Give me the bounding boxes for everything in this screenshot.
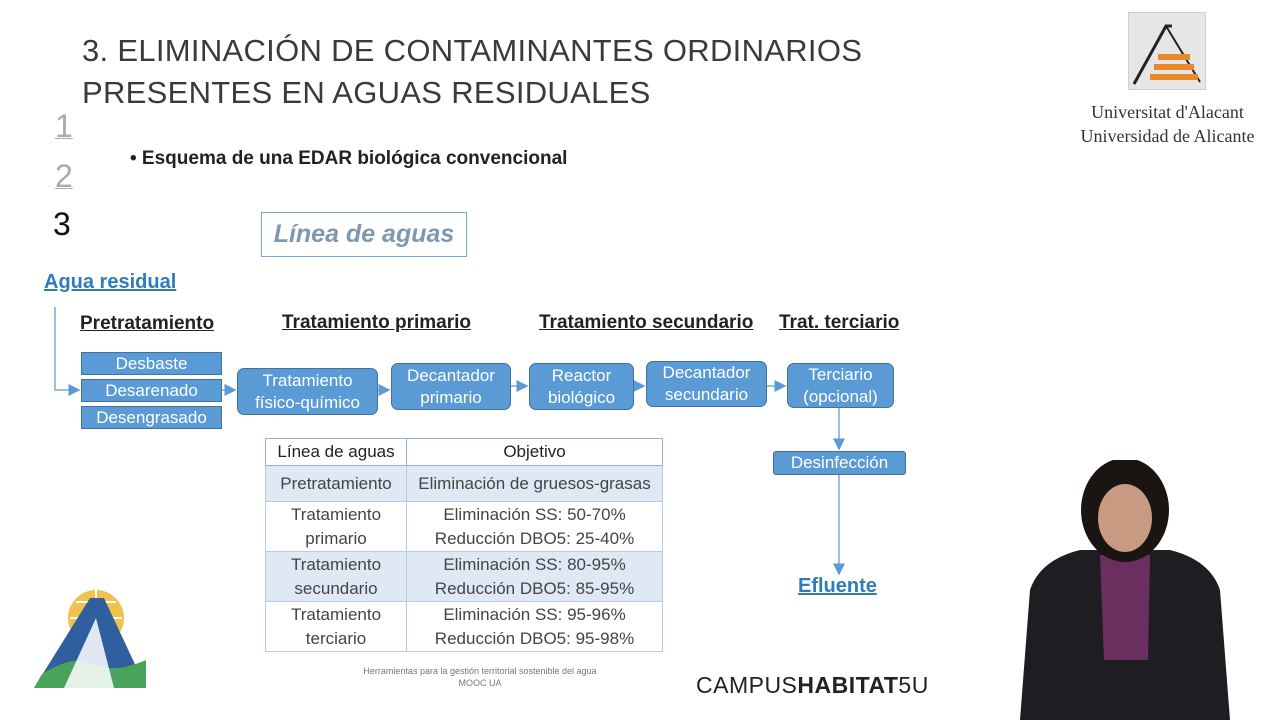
section-link-3-active[interactable]: 3: [53, 206, 71, 242]
table-header-objetivo: Objetivo: [407, 439, 663, 466]
footer-course-text: Herramientas para la gestión territorial sostenible del agua MOOC UA: [363, 666, 597, 688]
table-row: [266, 502, 663, 552]
agua-residual-link[interactable]: Agua residual: [44, 271, 177, 293]
box-decantador-primario: Decantador primario: [391, 363, 511, 410]
presenter-video-icon: [1020, 460, 1230, 720]
box-desbaste: Desbaste: [81, 352, 222, 375]
table-cell-objective: Eliminación SS: 80-95% Reducción DBO5: 85-95%: [407, 552, 663, 602]
table-cell-name: Pretratamiento: [266, 466, 407, 502]
stage-pretratamiento: Pretratamiento: [80, 313, 215, 334]
box-desarenado: Desarenado: [81, 379, 222, 402]
table-row: [266, 552, 663, 602]
objectives-table: [265, 438, 663, 652]
stage-tratamiento-secundario: Tratamiento secundario: [539, 312, 754, 333]
box-tratamiento-fisico-quimico: Tratamiento físico-químico: [237, 368, 378, 415]
stage-tratamiento-terciario: Trat. terciario: [779, 312, 900, 333]
table-row: [266, 602, 663, 652]
box-desinfeccion: Desinfección: [773, 451, 906, 475]
university-name: Universitat d'Alacant Universidad de Alicante: [1080, 102, 1255, 146]
section-link-1[interactable]: 1: [55, 108, 73, 144]
table-row: [266, 466, 663, 502]
table-cell-name: Tratamiento terciario: [266, 602, 407, 652]
table-cell-name: Tratamiento secundario: [266, 552, 407, 602]
table-cell-objective: Eliminación de gruesos-grasas: [407, 466, 663, 502]
box-terciario-opcional: Terciario (opcional): [787, 363, 894, 408]
table-cell-objective: Eliminación SS: 50-70% Reducción DBO5: 25-40%: [407, 502, 663, 552]
box-reactor-biologico: Reactor biológico: [529, 363, 634, 410]
table-cell-name: Tratamiento primario: [266, 502, 407, 552]
box-desengrasado: Desengrasado: [81, 406, 222, 429]
table-header-linea: Línea de aguas: [266, 439, 407, 466]
mooc-emblem-icon: [34, 588, 148, 698]
section-link-2[interactable]: 2: [55, 158, 73, 194]
slide-title-line1: 3. ELIMINACIÓN DE CONTAMINANTES ORDINARIOS: [82, 33, 863, 68]
campus-habitat-logo: CAMPUSHABITAT5U: [696, 672, 929, 698]
university-logo-icon: [1128, 12, 1206, 90]
efluente-link[interactable]: Efluente: [798, 575, 877, 597]
stage-tratamiento-primario: Tratamiento primario: [282, 312, 471, 333]
bullet-text: • Esquema de una EDAR biológica convencional: [130, 148, 568, 169]
linea-de-aguas-title: Línea de aguas: [261, 212, 467, 257]
box-decantador-secundario: Decantador secundario: [646, 361, 767, 407]
slide-title-line2: PRESENTES EN AGUAS RESIDUALES: [82, 75, 651, 110]
table-cell-objective: Eliminación SS: 95-96% Reducción DBO5: 95-98%: [407, 602, 663, 652]
table-header-row: [266, 439, 663, 466]
